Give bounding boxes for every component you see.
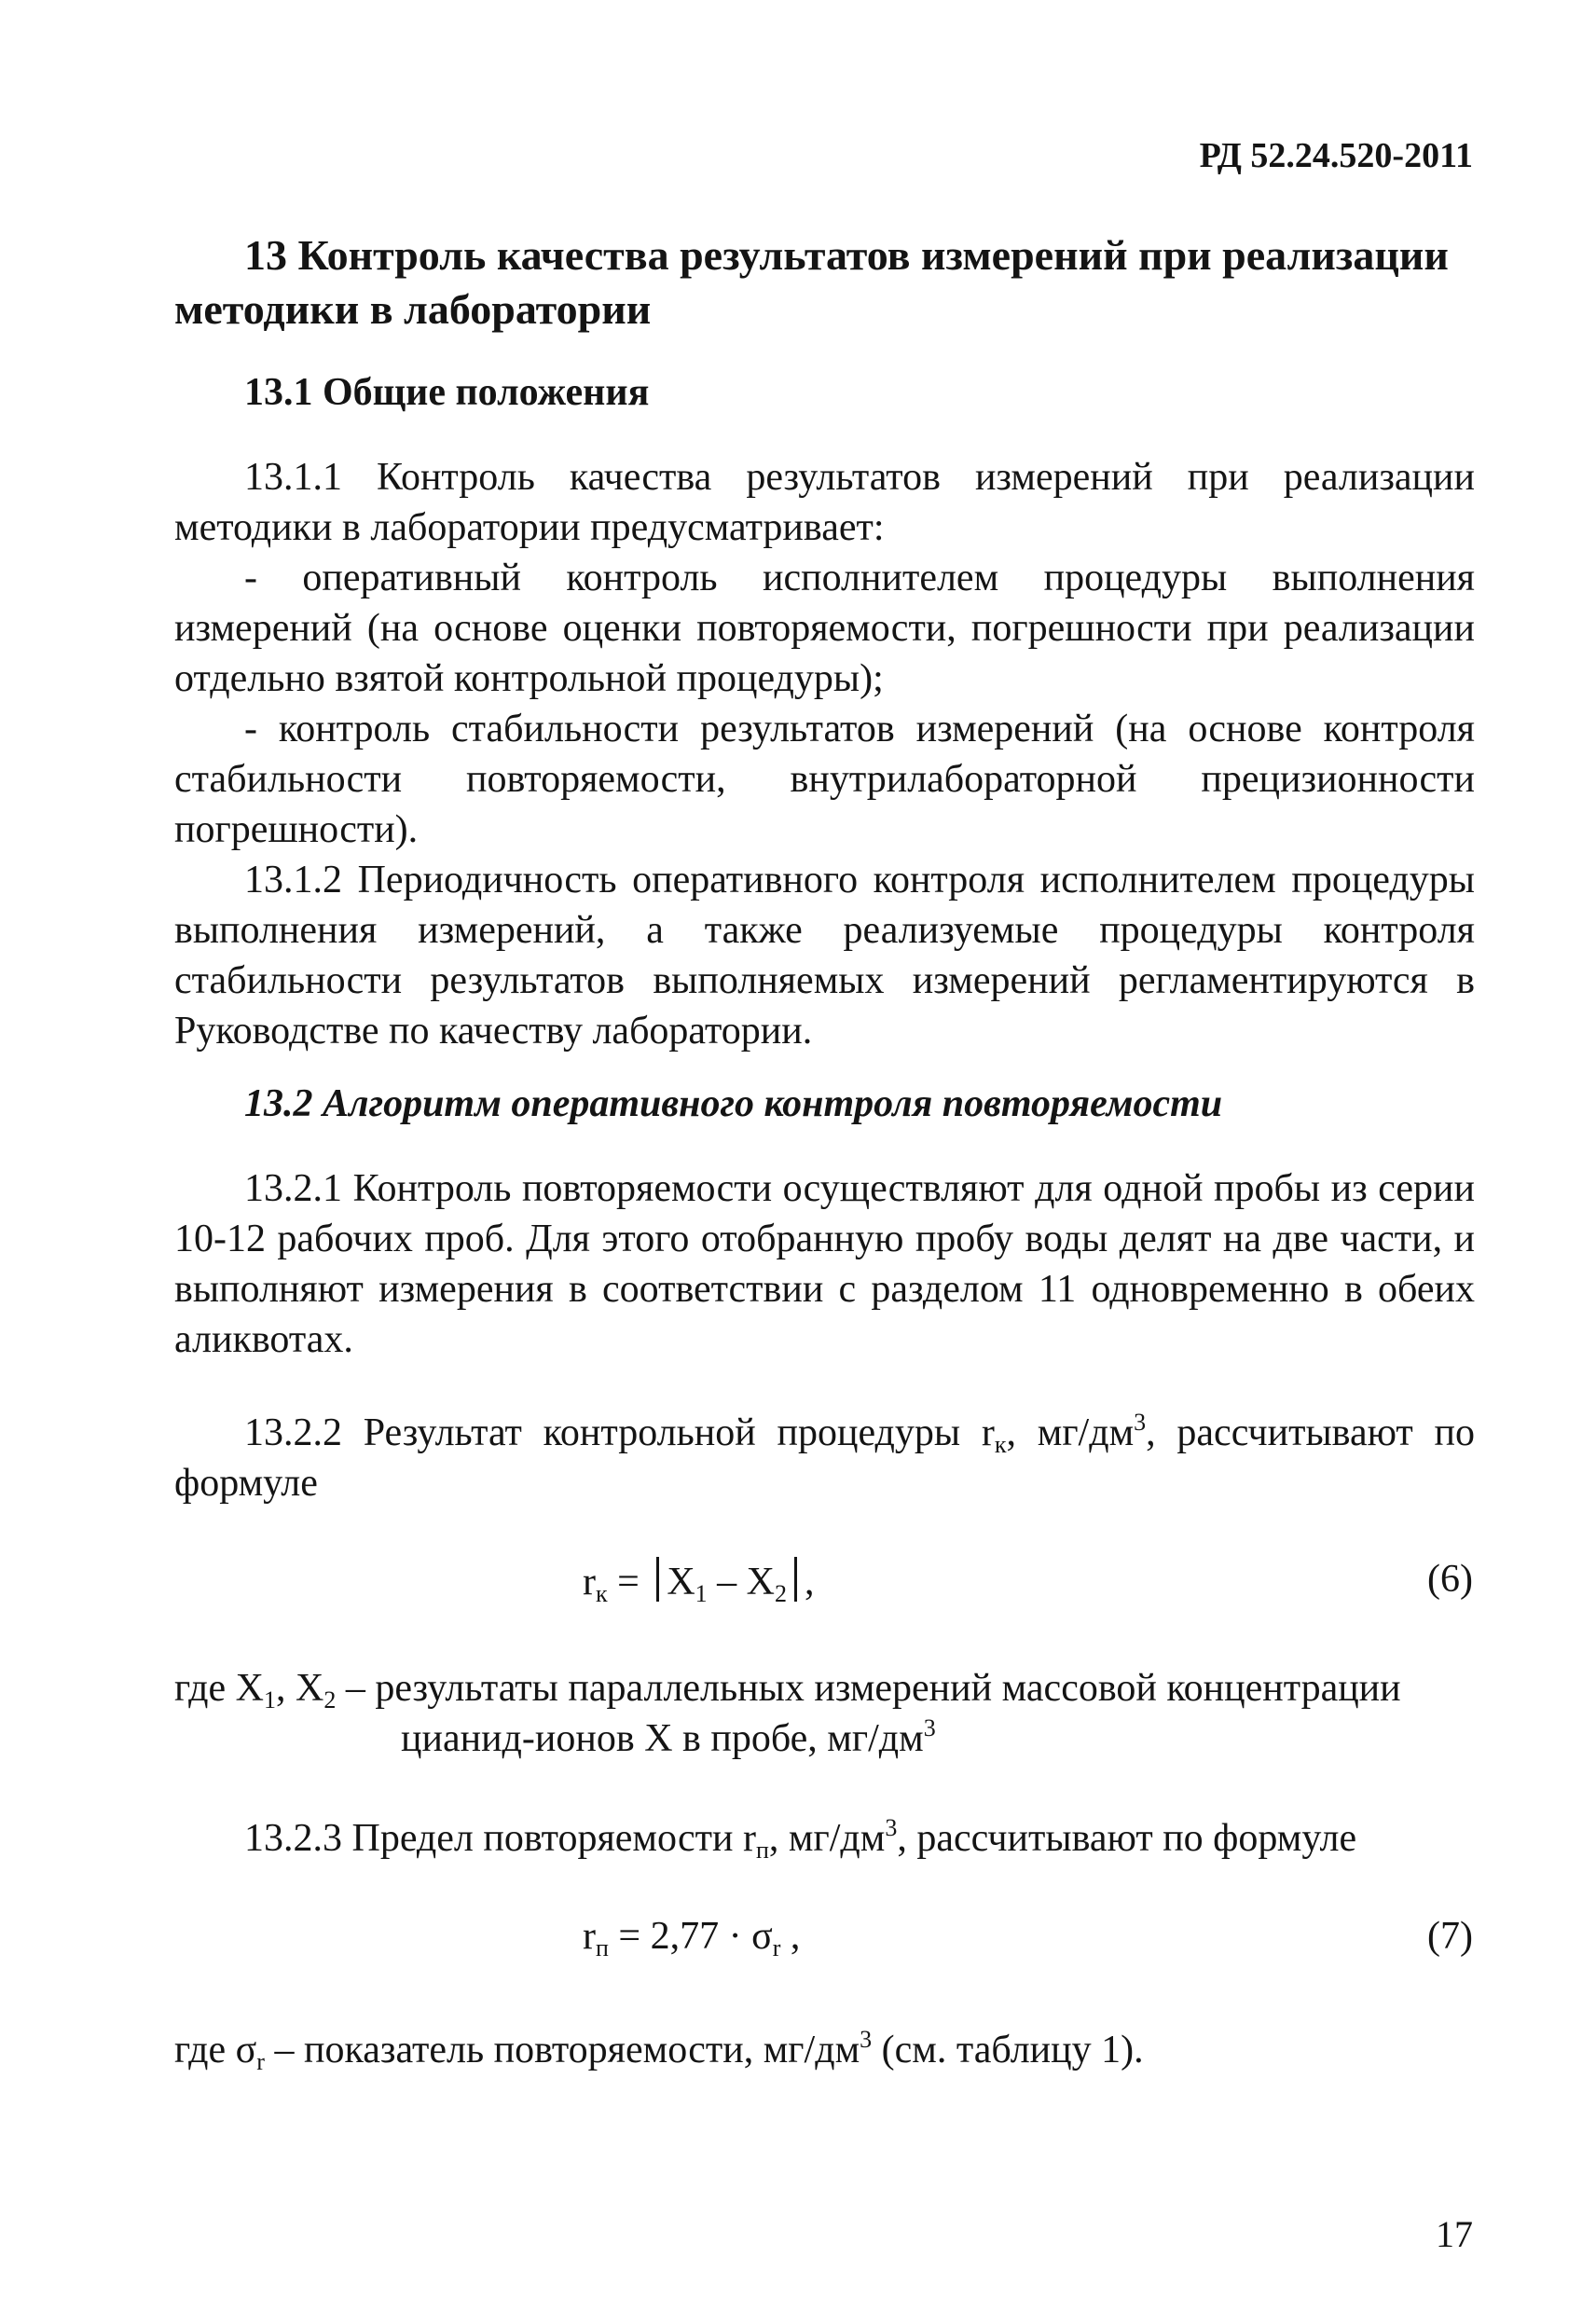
formula-6: $r_к = X_1 - X_2$ , xyxy=(583,1557,815,1604)
abs-bar-right xyxy=(794,1557,797,1602)
where-7: где $\sigma_r$ – показатель повторяемости, $мг/дм^3$ (см. таблицу 1). xyxy=(174,2026,1144,2075)
paragraph-13-2-2: 13.2.2 Результат контрольной процедуры $r_к$, $мг/дм^3$, рассчитывают по формуле xyxy=(174,1409,1475,1505)
paragraph-13-1-2: 13.1.2 Периодичность оперативного контроля исполнителем процедуры выполнения измерений, а также реализуемые процедуры контроля стабильности результатов выполняемых измерений регламентируются в Руководстве по качеству лаборатории. xyxy=(174,859,1475,1053)
section-title-line1: 13 Контроль качества результатов измерений при реализации xyxy=(244,231,1449,279)
paragraph-13-1-1: 13.1.1 Контроль качества результатов измерений при реализации методики в лаборатории предусматривает: xyxy=(174,456,1475,549)
where-6-line1: где $X_1$, $X_2$ – результаты параллельных измерений массовой концентрации xyxy=(174,1667,1401,1713)
paragraph-stability-control: - контроль стабильности результатов измерений (на основе контроля стабильности повторяемости, внутрилабораторной прецизионности погрешности). xyxy=(174,708,1475,851)
paragraph-13-2-1-block xyxy=(174,1163,1475,1365)
section-title-line2: методики в лаборатории xyxy=(174,285,652,333)
page-number: 17 xyxy=(1436,2213,1473,2255)
paragraph-13-2-2-block xyxy=(174,1408,1475,1508)
subsection-title-13-2: 13.2 Алгоритм оперативного контроля повторяемости xyxy=(244,1082,1223,1125)
formula-7: $r_п = 2,77 \cdot \sigma_r$ , xyxy=(583,1915,801,1961)
abs-bar-left xyxy=(656,1557,659,1602)
formula-6-number: (6) xyxy=(1427,1558,1473,1601)
paragraph-13-2-1: 13.2.1 Контроль повторяемости осуществляют для одной пробы из серии 10-12 рабочих проб. Для этого отобранную пробу воды делят на две части, и выполняют измерения в соответствии с разделом 11 одновременно в обеих аликвотах. xyxy=(174,1167,1475,1361)
paragraph-block-13-1 xyxy=(174,452,1475,1056)
paragraph-operational-control: - оперативный контроль исполнителем процедуры выполнения измерений (на основе оценки повторяемости, погрешности при реализации отдельно взятой контрольной процедуры); xyxy=(174,557,1475,700)
paragraph-13-2-3: 13.2.3 Предел повторяемости $r_п$, $мг/дм^3$, рассчитывают по формуле xyxy=(244,1814,1357,1864)
where-6-line2: цианид-ионов X в пробе, $мг/дм^3$ xyxy=(401,1714,936,1760)
subsection-title-13-1: 13.1 Общие положения xyxy=(244,371,650,414)
document-code: РД 52.24.520-2011 xyxy=(1199,136,1473,175)
formula-7-number: (7) xyxy=(1427,1915,1473,1958)
